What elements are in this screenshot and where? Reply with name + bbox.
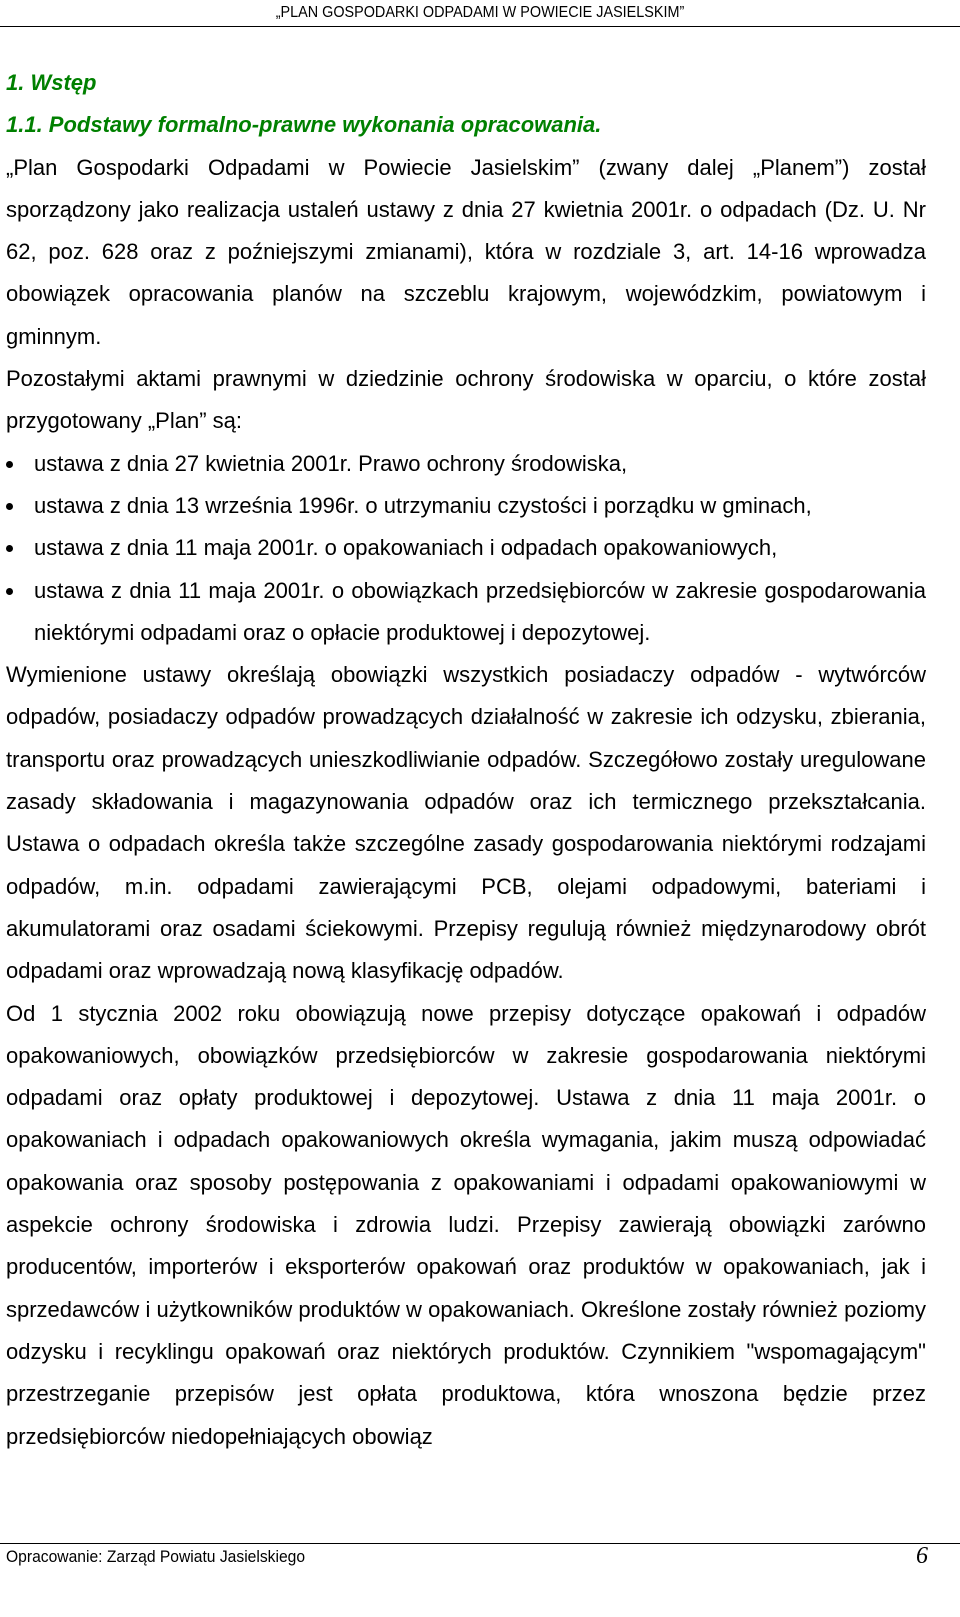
- list-item: [6, 570, 926, 655]
- list-item-text: ustawa z dnia 11 maja 2001r. o obowiązkach przedsiębiorców w zakresie gospodarowania niektórymi odpadami oraz o opłacie produktowej i depozytowej.: [34, 577, 926, 645]
- list-item-text: ustawa z dnia 11 maja 2001r. o opakowaniach i odpadach opakowaniowych,: [34, 535, 778, 561]
- list-item: [6, 527, 926, 569]
- running-header: „PLAN GOSPODARKI ODPADAMI W POWIECIE JASIELSKIM”: [275, 4, 685, 21]
- page-number: 6: [916, 1543, 928, 1569]
- bullet-icon: [6, 503, 13, 510]
- list-item-text: ustawa z dnia 27 kwietnia 2001r. Prawo ochrony środowiska,: [34, 450, 628, 476]
- bullet-icon: [6, 588, 13, 595]
- subsection-heading: 1.1. Podstawy formalno-prawne wykonania opracowania.: [6, 112, 602, 138]
- bullet-icon: [6, 461, 13, 468]
- paragraph-obligations: Wymienione ustawy określają obowiązki wszystkich posiadaczy odpadów - wytwórców odpadów, posiadaczy odpadów prowadzących działalność w zakresie ich odzysku, zbierania, transportu oraz prowadzących unieszkodliwianie odpadów. Szczegółowo zostały uregulowane zasady składowania i magazynowania odpadów oraz ich termicznego przekształcania. Ustawa o odpadach określa także szczególne zasady gospodarowania niektórymi rodzajami odpadów, m.in. odpadami zawierającymi PCB, olejami odpadowymi, bateriami i akumulatorami oraz osadami ściekowymi. Przepisy regulują również międzynarodowy obrót odpadami oraz wprowadzają nową klasyfikację odpadów.: [6, 662, 926, 984]
- paragraph-other-acts: Pozostałymi aktami prawnymi w dziedzinie ochrony środowiska w oparciu, o które został przygotowany „Plan” są:: [6, 366, 926, 434]
- list-item: [6, 443, 926, 485]
- document-body: [6, 62, 926, 1458]
- paragraph-packaging: Od 1 stycznia 2002 roku obowiązują nowe przepisy dotyczące opakowań i odpadów opakowaniowych, obowiązków przedsiębiorców w zakresie gospodarowania niektórymi odpadami oraz opłaty produktowej i depozytowej. Ustawa z dnia 11 maja 2001r. o opakowaniach i odpadach opakowaniowych określa wymagania, jakim muszą odpowiadać opakowania oraz sposoby postępowania z opakowaniami i odpadami opakowaniowymi w aspekcie ochrony środowiska i zdrowia ludzi. Przepisy zawierają obowiązki zarówno producentów, importerów i eksporterów opakowań oraz produktów w opakowaniach, jak i sprzedawców i użytkowników produktów w opakowaniach. Określone zostały również poziomy odzysku i recyklingu opakowań oraz niektórych produktów. Czynnikiem "wspomagającym" przestrzeganie przepisów jest opłata produktowa, która wnoszona będzie przez przedsiębiorców niedopełniających obowiąz: [6, 1000, 926, 1449]
- list-item: [6, 485, 926, 527]
- list-item-text: ustawa z dnia 13 września 1996r. o utrzymaniu czystości i porządku w gminach,: [34, 492, 812, 518]
- section-heading: 1. Wstęp: [6, 70, 97, 95]
- paragraph-legal-basis: „Plan Gospodarki Odpadami w Powiecie Jasielskim” (zwany dalej „Planem”) został sporządzony jako realizacja ustaleń ustawy z dnia 27 kwietnia 2001r. o odpadach (Dz. U. Nr 62, poz. 628 oraz z poźniejszymi zmianami), która w rozdziale 3, art. 14-16 wprowadza obowiązek opracowania planów na szczeblu krajowym, wojewódzkim, powiatowym i gminnym.: [6, 154, 926, 349]
- footer-author: Opracowanie: Zarząd Powiatu Jasielskiego: [6, 1547, 306, 1566]
- footer-rule: [0, 1543, 960, 1544]
- legal-acts-list: [6, 443, 926, 654]
- header-rule: [0, 26, 960, 27]
- bullet-icon: [6, 545, 13, 552]
